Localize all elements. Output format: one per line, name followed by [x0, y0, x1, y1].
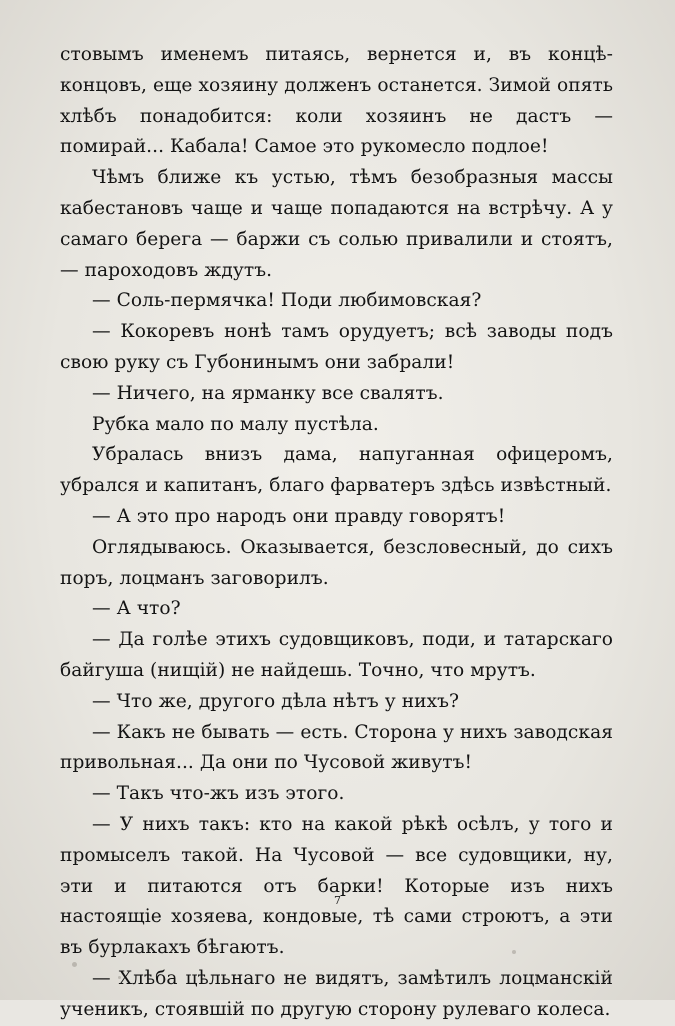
paragraph: Рубка мало по малу пустѣла. [92, 413, 379, 435]
dialogue-line: — Какъ не бывать — есть. Сторона у нихъ заводская привольная... Да они по Чусовой живутъ! [60, 721, 613, 774]
dialogue-line: — Соль-пермячка! Поди любимовская? [92, 290, 482, 312]
dialogue-line: — Ничего, на ярманку все свалятъ. [92, 382, 444, 404]
dialogue-line: — Что же, другого дѣла нѣтъ у нихъ? [92, 690, 460, 712]
paragraph: Оглядываюсь. Оказывается, безсловесный, до сихъ поръ, лоцманъ заговорилъ. [60, 536, 613, 589]
page-body-text [60, 40, 613, 1026]
dialogue-line: — Кокоревъ нонѣ тамъ орудуетъ; всѣ заводы подъ свою руку съ Губонинымъ они забрали! [60, 321, 613, 373]
dialogue-line: — У нихъ такъ: кто на какой рѣкѣ осѣлъ, у того и промыселъ такой. На Чусовой — все судовщики, ну, эти и питаются отъ барки! Которые изъ нихъ настоящіе хозяева, кондовые, тѣ сами строютъ, а эти въ бурлакахъ бѣгаютъ. [60, 813, 613, 959]
page-number: 7 [334, 894, 341, 907]
dialogue-line: — Да голѣе этихъ судовщиковъ, поди, и татарскаго байгуша (нищій) не найдешь. Точно, что мрутъ. [60, 629, 613, 681]
dialogue-line: — Хлѣба цѣльнаго не видятъ, замѣтилъ лоцманскій ученикъ, стоявшій по другую сторону рулеваго колеса. [60, 967, 613, 1020]
paragraph: Убралась внизъ дама, напуганная офицеромъ, убрался и капитанъ, благо фарватеръ здѣсь извѣстный. [60, 444, 613, 497]
dialogue-line: — Такъ что-жъ изъ этого. [92, 783, 345, 805]
paragraph: Чѣмъ ближе къ устью, тѣмъ безобразныя массы кабестановъ чаще и чаще попадаются на встрѣчу. А у самаго берега — баржи съ солью привалили и стоятъ, — пароходовъ ждутъ. [60, 167, 613, 281]
dialogue-line: — А это про народъ они правду говорятъ! [92, 505, 506, 527]
paragraph: стовымъ именемъ питаясь, вернется и, въ концѣ-концовъ, еще хозяину долженъ останется. Зимой опять хлѣбъ понадобится: коли хозяинъ не дастъ — помирай... Кабала! Самое это рукомесло подлое! [60, 44, 613, 158]
dialogue-line: — А что? [92, 598, 181, 620]
